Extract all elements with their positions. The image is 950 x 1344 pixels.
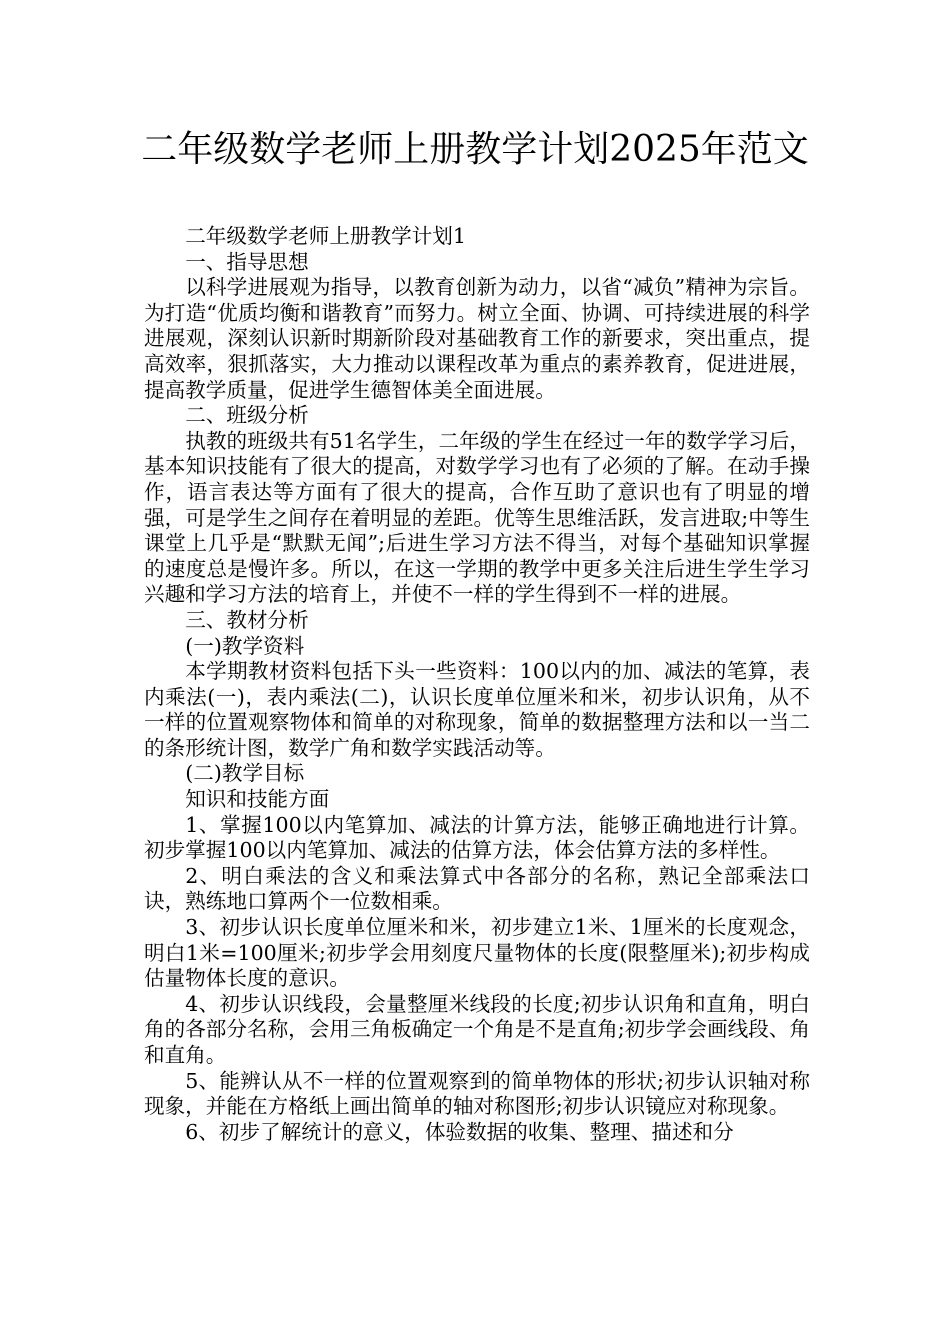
section-heading-guiding-ideology: 一、指导思想: [185, 249, 309, 274]
document-title: 二年级数学老师上册教学计划2025年范文: [141, 129, 809, 170]
paragraph-teaching-materials: 本学期教材资料包括下头一些资料：100以内的加、减法的笔算，表内乘法(一)，表内乘法(二)，认识长度单位厘米和米，初步认识角，从不一样的位置观察物体和简单的对称现象，简单的数据整理方法和以一当二的条形统计图，数学广角和数学实践活动等。: [144, 659, 810, 760]
list-item-goal-1: 1、掌握100以内笔算加、减法的计算方法，能够正确地进行计算。初步掌握100以内笔算加、减法的估算方法，体会估算方法的多样性。: [144, 812, 810, 863]
subheading-teaching-goals: (二)教学目标: [185, 761, 305, 786]
list-item-goal-2: 2、明白乘法的含义和乘法算式中各部分的名称，熟记全部乘法口诀，熟练地口算两个一位数相乘。: [144, 863, 810, 914]
subheading-knowledge-skills: 知识和技能方面: [185, 787, 330, 812]
paragraph-guiding-ideology: 以科学进展观为指导，以教育创新为动力，以省“减负”精神为宗旨。为打造“优质均衡和谐教育”而努力。树立全面、协调、可持续进展的科学进展观，深刻认识新时期新阶段对基础教育工作的新要求，突出重点，提高效率，狠抓落实，大力推动以课程改革为重点的素养教育，促进进展，提高教学质量，促进学生德智体美全面进展。: [144, 275, 810, 402]
paragraph-class-analysis: 执教的班级共有51名学生，二年级的学生在经过一年的数学学习后，基本知识技能有了很大的提高，对数学学习也有了必须的了解。在动手操作，语言表达等方面有了很大的提高，合作互助了意识也有了明显的增强，可是学生之间存在着明显的差距。优等生思维活跃，发言进取;中等生课堂上几乎是“默默无闻”;后进生学习方法不得当，对每个基础知识掌握的速度总是慢许多。所以，在这一学期的教学中更多关注后进生学生学习兴趣和学习方法的培育上，并使不一样的学生得到不一样的进展。: [144, 428, 810, 607]
subheading-teaching-materials: (一)教学资料: [185, 633, 305, 658]
section-heading-textbook-analysis: 三、教材分析: [185, 607, 309, 632]
list-item-goal-4: 4、初步认识线段，会量整厘米线段的长度;初步认识角和直角，明白角的各部分名称，会用三角板确定一个角是不是直角;初步学会画线段、角和直角。: [144, 991, 810, 1067]
list-item-goal-3: 3、初步认识长度单位厘米和米，初步建立1米、1厘米的长度观念，明白1米=100厘米;初步学会用刻度尺量物体的长度(限整厘米);初步构成估量物体长度的意识。: [144, 915, 810, 991]
document-body: [144, 224, 810, 1145]
section-heading-class-analysis: 二、班级分析: [185, 403, 309, 428]
plan-heading: 二年级数学老师上册教学计划1: [185, 224, 467, 248]
list-item-goal-6: 6、初步了解统计的意义，体验数据的收集、整理、描述和分: [185, 1119, 734, 1144]
list-item-goal-5: 5、能辨认从不一样的位置观察到的简单物体的形状;初步认识轴对称现象，并能在方格纸上画出简单的轴对称图形;初步认识镜应对称现象。: [144, 1068, 810, 1119]
